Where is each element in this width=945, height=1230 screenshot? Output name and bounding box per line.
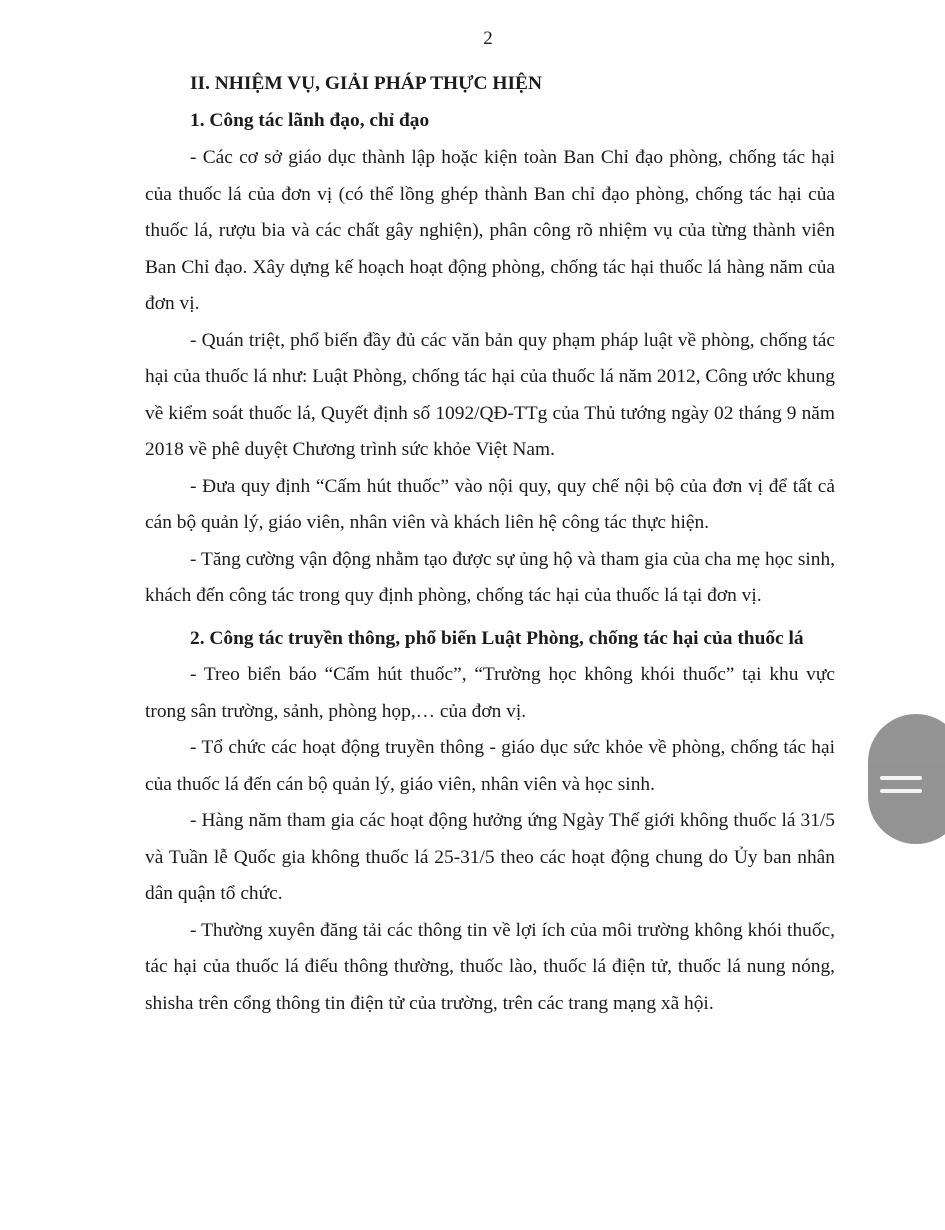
document-body (145, 66, 835, 1022)
paragraph-2-4: - Thường xuyên đăng tải các thông tin về lợi ích của môi trường không khói thuốc, tác hại của thuốc lá điếu thông thường, thuốc lào, thuốc lá điện tử, thuốc lá nung nóng, shisha trên cổng thông tin điện tử của trường, trên các trang mạng xã hội. (145, 919, 835, 1014)
page-number: 2 (483, 28, 493, 49)
paragraph-1-2: - Quán triệt, phổ biến đầy đủ các văn bản quy phạm pháp luật về phòng, chống tác hại của thuốc lá như: Luật Phòng, chống tác hại của thuốc lá năm 2012, Công ước khung về kiểm soát thuốc lá, Quyết định số 1092/QĐ-TTg của Thủ tướng ngày 02 tháng 9 năm 2018 về phê duyệt Chương trình sức khỏe Việt Nam. (145, 329, 835, 460)
paragraph-1-1: - Các cơ sở giáo dục thành lập hoặc kiện toàn Ban Chỉ đạo phòng, chống tác hại của thuốc lá của đơn vị (có thể lồng ghép thành Ban chỉ đạo phòng, chống tác hại của thuốc lá, rượu bia và các chất gây nghiện), phân công rõ nhiệm vụ của từng thành viên Ban Chỉ đạo. Xây dựng kế hoạch hoạt động phòng, chống tác hại thuốc lá hàng năm của đơn vị. (145, 147, 835, 314)
paragraph-1-3: - Đưa quy định “Cấm hút thuốc” vào nội quy, quy chế nội bộ của đơn vị để tất cả cán bộ quản lý, giáo viên, nhân viên và khách liên hệ công tác thực hiện. (145, 475, 835, 533)
paragraph-2-3: - Hàng năm tham gia các hoạt động hưởng ứng Ngày Thế giới không thuốc lá 31/5 và Tuần lễ Quốc gia không thuốc lá 25-31/5 theo các hoạt động chung do Ủy ban nhân dân quận tổ chức. (145, 810, 835, 904)
paragraph-2-2: - Tổ chức các hoạt động truyền thông - giáo dục sức khỏe về phòng, chống tác hại của thuốc lá đến cán bộ quản lý, giáo viên, nhân viên và học sinh. (145, 737, 835, 795)
subsection-title-2: 2. Công tác truyền thông, phổ biến Luật Phòng, chống tác hại của thuốc lá (190, 627, 804, 649)
subsection-title-1: 1. Công tác lãnh đạo, chỉ đạo (190, 110, 430, 131)
paragraph-1-4: - Tăng cường vận động nhằm tạo được sự ủng hộ và tham gia của cha mẹ học sinh, khách đến công tác trong quy định phòng, chống tác hại của thuốc lá tại đơn vị. (145, 548, 835, 606)
section-title: II. NHIỆM VỤ, GIẢI PHÁP THỰC HIỆN (190, 73, 542, 94)
paragraph-2-1: - Treo biển báo “Cấm hút thuốc”, “Trường học không khói thuốc” tại khu vực trong sân trường, sảnh, phòng họp,… của đơn vị. (145, 664, 835, 722)
scroll-handle[interactable] (868, 714, 945, 844)
